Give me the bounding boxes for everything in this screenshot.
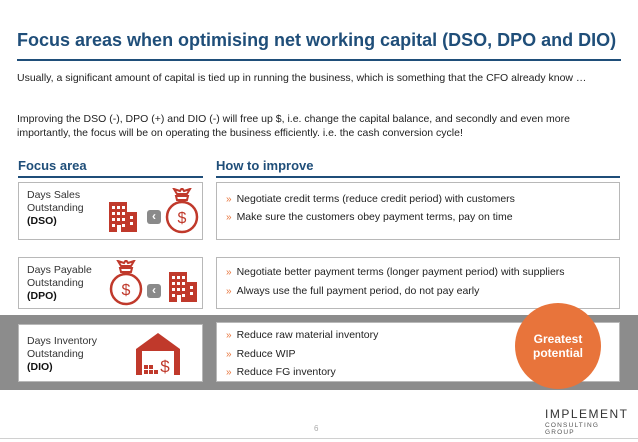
dso-label-line2: Outstanding [27, 202, 84, 214]
bullet-marker: » [226, 194, 232, 205]
dollar-sign: $ [121, 282, 131, 299]
dpo-label [27, 264, 92, 303]
intro-paragraph-2: Improving the DSO (-), DPO (+) and DIO (-) will free up $, i.e. change the capital balance, and secondly and even more importantly, the focus will be on operating the business efficiently. i.e. the cash conversion cycle! [17, 113, 570, 139]
footer-divider [0, 438, 638, 439]
warehouse-icon [134, 329, 182, 377]
how-to-improve-header-rule [216, 176, 620, 178]
how-to-improve-header: How to improve [216, 158, 314, 173]
focus-area-header: Focus area [18, 158, 87, 173]
money-bag-icon [165, 188, 199, 234]
improve-box-dso [216, 182, 620, 240]
bullet-marker: » [226, 367, 232, 378]
bullet-marker: » [226, 267, 232, 278]
dio-label-line2: Outstanding [27, 348, 84, 360]
bullet-marker: » [226, 330, 232, 341]
page-title: Focus areas when optimising net working capital (DSO, DPO and DIO) [17, 30, 617, 50]
list-item [226, 366, 336, 378]
arrow-left-icon: ‹ [147, 210, 161, 224]
dio-label [27, 335, 97, 374]
money-bag-icon [109, 260, 143, 306]
bullet-marker: » [226, 349, 232, 360]
dso-label-abbr: (DSO) [27, 215, 57, 227]
dollar-sign: $ [177, 210, 187, 227]
bullet-text: Reduce raw material inventory [236, 329, 379, 341]
dpo-label-abbr: (DPO) [27, 290, 57, 302]
badge-line1: Greatest [533, 332, 583, 346]
focus-area-dpo [18, 257, 203, 309]
list-item [226, 193, 515, 205]
bullet-text: Negotiate better payment terms (longer payment period) with suppliers [236, 266, 565, 278]
arrow-left-icon: ‹ [147, 284, 161, 298]
dio-label-abbr: (DIO) [27, 361, 53, 373]
bullet-text: Reduce WIP [236, 348, 296, 360]
focus-area-dso [18, 182, 203, 240]
logo-sub-text: CONSULTING GROUP [545, 422, 600, 436]
logo-main-text: IMPLEMENT [545, 407, 629, 421]
badge-line2: potential [533, 346, 583, 360]
list-item [226, 211, 513, 223]
focus-area-dio [18, 324, 203, 382]
list-item [226, 266, 565, 278]
list-item [226, 285, 479, 297]
title-divider [17, 59, 621, 61]
dpo-label-line1: Days Payable [27, 264, 92, 276]
dio-label-line1: Days Inventory [27, 335, 98, 347]
bullet-text: Reduce FG inventory [236, 366, 336, 378]
dso-label [27, 189, 84, 228]
building-icon [107, 194, 139, 232]
greatest-potential-badge [515, 303, 601, 389]
bullet-text: Make sure the customers obey payment terms, pay on time [236, 211, 513, 223]
dso-label-line1: Days Sales [27, 189, 81, 201]
bullet-marker: » [226, 212, 232, 223]
improve-box-dpo [216, 257, 620, 309]
intro-paragraph-1: Usually, a significant amount of capital is tied up in running the business, which is something that the CFO already know … [17, 72, 587, 84]
list-item [226, 348, 296, 360]
bullet-marker: » [226, 286, 232, 297]
dpo-label-line2: Outstanding [27, 277, 84, 289]
bullet-text: Negotiate credit terms (reduce credit period) with customers [236, 193, 515, 205]
list-item [226, 329, 378, 341]
dollar-sign: $ [160, 357, 170, 376]
building-icon [167, 264, 199, 302]
focus-area-header-rule [18, 176, 203, 178]
company-logo [545, 407, 629, 436]
page-number: 6 [314, 424, 319, 433]
bullet-text: Always use the full payment period, do not pay early [236, 285, 480, 297]
